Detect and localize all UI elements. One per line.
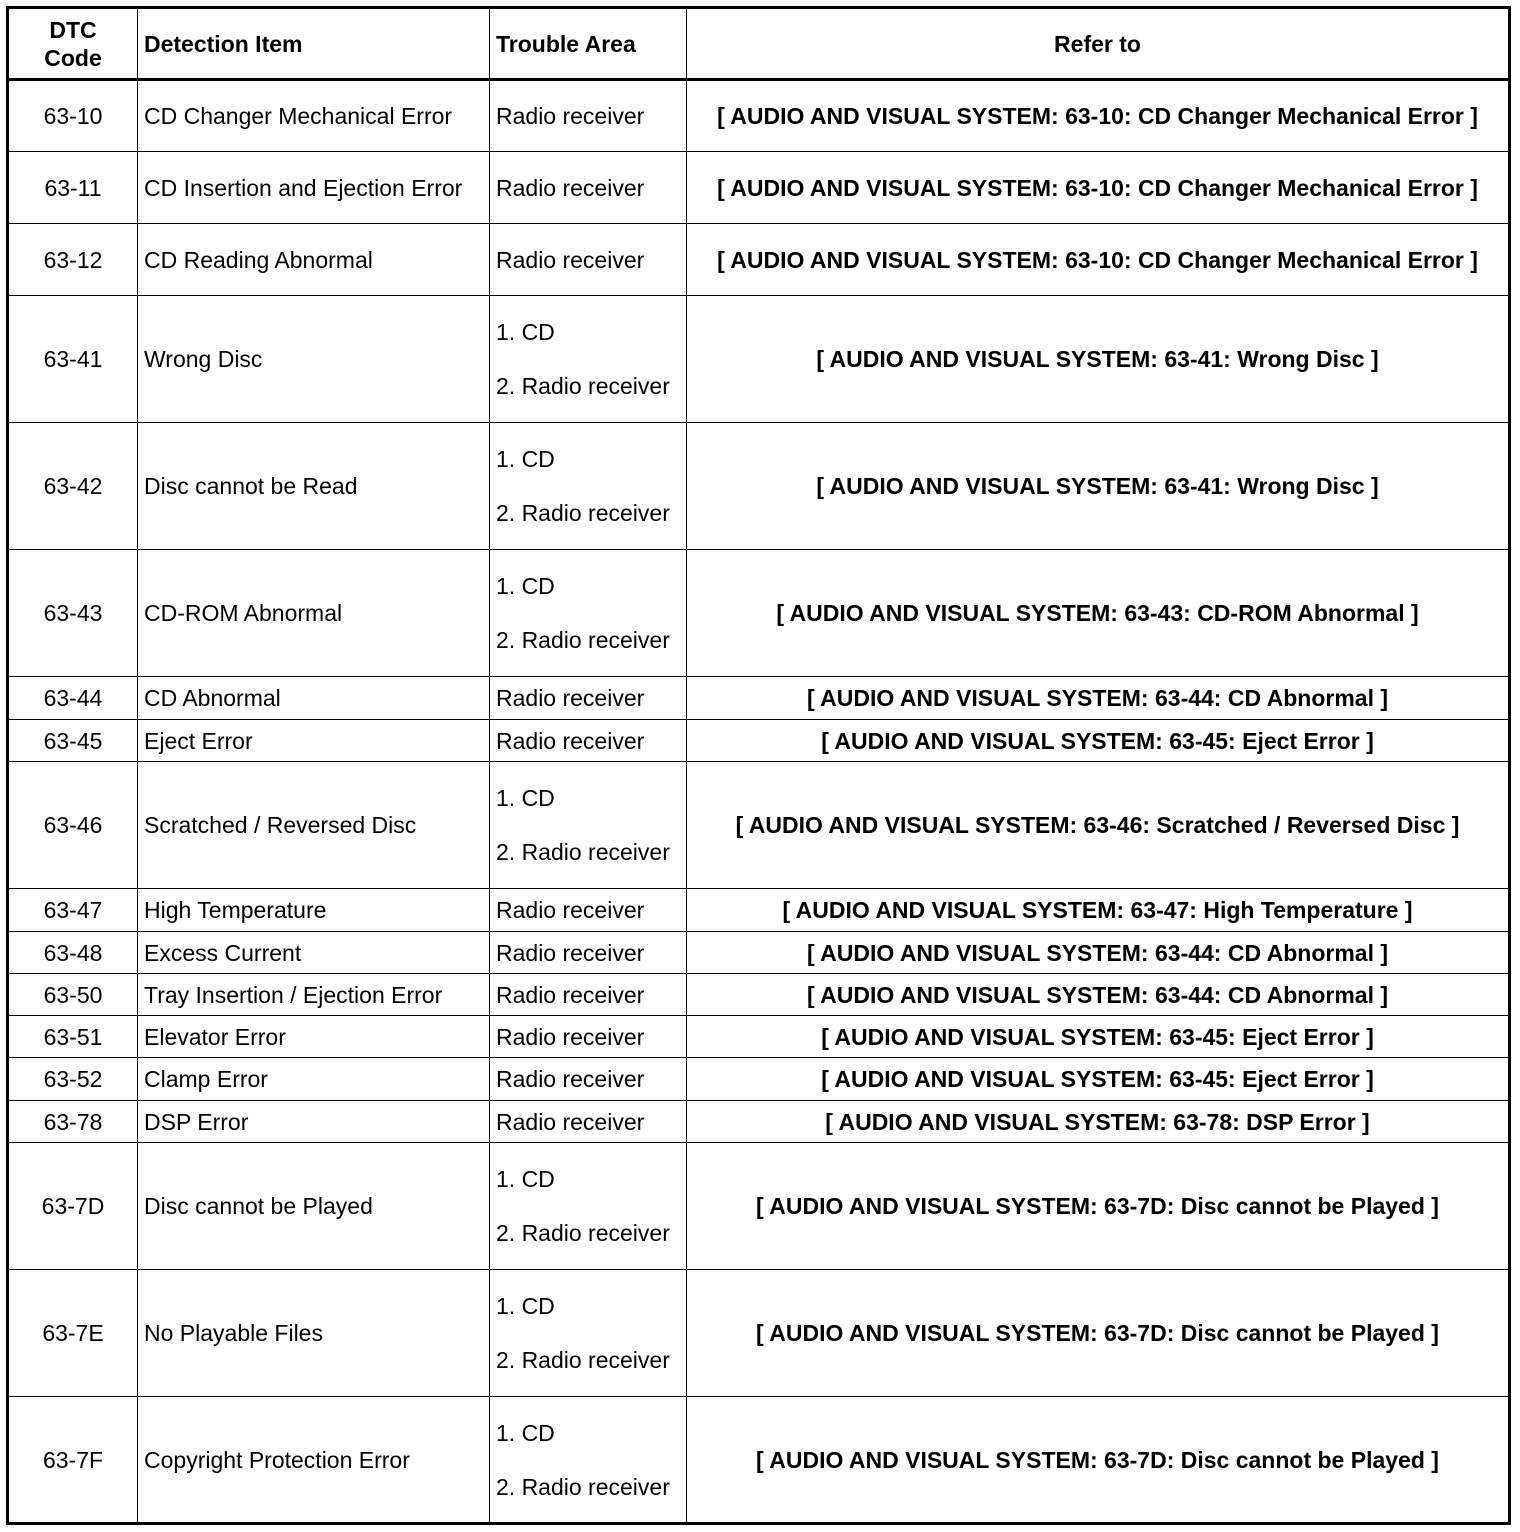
refer-to-link[interactable]: [ AUDIO AND VISUAL SYSTEM: 63-7D: Disc cannot be Played ] (687, 1143, 1510, 1270)
trouble-area-line: 2. Radio receiver (496, 500, 670, 526)
detection-item-cell: Disc cannot be Played (138, 1143, 490, 1270)
trouble-area-line: 2. Radio receiver (496, 373, 670, 399)
detection-item-cell: Clamp Error (138, 1058, 490, 1101)
dtc-code-cell: 63-51 (8, 1016, 138, 1058)
dtc-code-cell: 63-44 (8, 677, 138, 720)
refer-to-link[interactable]: [ AUDIO AND VISUAL SYSTEM: 63-45: Eject Error ] (687, 1016, 1510, 1058)
refer-to-link[interactable]: [ AUDIO AND VISUAL SYSTEM: 63-43: CD-ROM Abnormal ] (687, 550, 1510, 677)
dtc-code-cell: 63-42 (8, 423, 138, 550)
dtc-code-cell: 63-7F (8, 1397, 138, 1524)
detection-item-cell: No Playable Files (138, 1270, 490, 1397)
table-row (8, 1058, 1510, 1101)
trouble-area-line: 2. Radio receiver (496, 1220, 670, 1246)
trouble-area-cell (490, 1143, 687, 1270)
refer-to-link[interactable]: [ AUDIO AND VISUAL SYSTEM: 63-46: Scratched / Reversed Disc ] (687, 762, 1510, 889)
trouble-area-cell (490, 1397, 687, 1524)
dtc-table (6, 6, 1511, 1525)
trouble-area-line: Radio receiver (496, 1066, 645, 1092)
refer-to-link[interactable]: [ AUDIO AND VISUAL SYSTEM: 63-10: CD Changer Mechanical Error ] (687, 152, 1510, 224)
trouble-area-line: 1. CD (496, 1166, 555, 1192)
trouble-area-cell (490, 550, 687, 677)
refer-to-link[interactable]: [ AUDIO AND VISUAL SYSTEM: 63-78: DSP Error ] (687, 1101, 1510, 1143)
dtc-code-cell: 63-47 (8, 889, 138, 932)
trouble-area-line: Radio receiver (496, 246, 645, 273)
detection-item-cell: CD-ROM Abnormal (138, 550, 490, 677)
trouble-area-cell (490, 974, 687, 1016)
trouble-area-line: 1. CD (496, 573, 555, 599)
table-row (8, 1270, 1510, 1397)
trouble-area-line: 2. Radio receiver (496, 1473, 670, 1500)
detection-item-cell: Copyright Protection Error (138, 1397, 490, 1524)
trouble-area-cell (490, 152, 687, 224)
detection-item-cell: DSP Error (138, 1101, 490, 1143)
trouble-area-cell (490, 762, 687, 889)
trouble-area-line: 1. CD (496, 785, 555, 811)
trouble-area-line: 2. Radio receiver (496, 627, 670, 653)
refer-to-link[interactable]: [ AUDIO AND VISUAL SYSTEM: 63-44: CD Abnormal ] (687, 932, 1510, 974)
refer-to-link[interactable]: [ AUDIO AND VISUAL SYSTEM: 63-41: Wrong Disc ] (687, 296, 1510, 423)
trouble-area-cell (490, 720, 687, 762)
trouble-area-line: Radio receiver (496, 981, 645, 1008)
table-row (8, 152, 1510, 224)
refer-to-link[interactable]: [ AUDIO AND VISUAL SYSTEM: 63-41: Wrong Disc ] (687, 423, 1510, 550)
dtc-code-cell: 63-11 (8, 152, 138, 224)
dtc-code-cell: 63-48 (8, 932, 138, 974)
table-row (8, 1016, 1510, 1058)
trouble-area-cell (490, 224, 687, 296)
trouble-area-cell (490, 423, 687, 550)
dtc-code-cell: 63-7E (8, 1270, 138, 1397)
header-refer-to: Refer to (687, 8, 1510, 80)
refer-to-link[interactable]: [ AUDIO AND VISUAL SYSTEM: 63-44: CD Abnormal ] (687, 677, 1510, 720)
trouble-area-cell (490, 296, 687, 423)
trouble-area-cell (490, 1016, 687, 1058)
trouble-area-line: Radio receiver (496, 727, 645, 754)
dtc-code-cell: 63-52 (8, 1058, 138, 1101)
table-row (8, 1397, 1510, 1524)
dtc-code-cell: 63-12 (8, 224, 138, 296)
detection-item-cell: Excess Current (138, 932, 490, 974)
dtc-code-cell: 63-78 (8, 1101, 138, 1143)
table-row (8, 80, 1510, 152)
detection-item-cell: Disc cannot be Read (138, 423, 490, 550)
header-code-label: Code (44, 44, 102, 71)
trouble-area-line: Radio receiver (496, 897, 645, 923)
table-header-row (8, 8, 1510, 80)
trouble-area-cell (490, 889, 687, 932)
trouble-area-line: Radio receiver (496, 685, 645, 711)
refer-to-link[interactable]: [ AUDIO AND VISUAL SYSTEM: 63-45: Eject Error ] (687, 1058, 1510, 1101)
dtc-code-cell: 63-43 (8, 550, 138, 677)
trouble-area-line: Radio receiver (496, 174, 645, 201)
detection-item-cell: CD Abnormal (138, 677, 490, 720)
table-row (8, 550, 1510, 677)
detection-item-cell: CD Changer Mechanical Error (138, 80, 490, 152)
dtc-code-cell: 63-10 (8, 80, 138, 152)
table-row (8, 1143, 1510, 1270)
refer-to-link[interactable]: [ AUDIO AND VISUAL SYSTEM: 63-7D: Disc cannot be Played ] (687, 1270, 1510, 1397)
table-row (8, 974, 1510, 1016)
trouble-area-line: Radio receiver (496, 939, 645, 966)
trouble-area-line: Radio receiver (496, 103, 645, 129)
table-row (8, 720, 1510, 762)
detection-item-cell: Elevator Error (138, 1016, 490, 1058)
trouble-area-cell (490, 1058, 687, 1101)
trouble-area-cell (490, 1101, 687, 1143)
table-row (8, 889, 1510, 932)
trouble-area-cell (490, 677, 687, 720)
refer-to-link[interactable]: [ AUDIO AND VISUAL SYSTEM: 63-7D: Disc cannot be Played ] (687, 1397, 1510, 1524)
trouble-area-line: 2. Radio receiver (496, 839, 670, 865)
detection-item-cell: CD Insertion and Ejection Error (138, 152, 490, 224)
table-row (8, 1101, 1510, 1143)
detection-item-cell: Tray Insertion / Ejection Error (138, 974, 490, 1016)
detection-item-cell: High Temperature (138, 889, 490, 932)
dtc-code-cell: 63-7D (8, 1143, 138, 1270)
table-row (8, 423, 1510, 550)
refer-to-link[interactable]: [ AUDIO AND VISUAL SYSTEM: 63-10: CD Changer Mechanical Error ] (687, 80, 1510, 152)
refer-to-link[interactable]: [ AUDIO AND VISUAL SYSTEM: 63-47: High Temperature ] (687, 889, 1510, 932)
refer-to-link[interactable]: [ AUDIO AND VISUAL SYSTEM: 63-45: Eject Error ] (687, 720, 1510, 762)
dtc-code-cell: 63-41 (8, 296, 138, 423)
trouble-area-cell (490, 932, 687, 974)
detection-item-cell: CD Reading Abnormal (138, 224, 490, 296)
detection-item-cell: Wrong Disc (138, 296, 490, 423)
table-row (8, 296, 1510, 423)
header-dtc-label: DTC (49, 16, 97, 43)
dtc-code-cell: 63-46 (8, 762, 138, 889)
detection-item-cell: Eject Error (138, 720, 490, 762)
dtc-code-cell: 63-50 (8, 974, 138, 1016)
trouble-area-line: Radio receiver (496, 1023, 645, 1050)
table-row (8, 677, 1510, 720)
trouble-area-line: 2. Radio receiver (496, 1347, 670, 1373)
trouble-area-line: 1. CD (496, 319, 555, 345)
detection-item-cell: Scratched / Reversed Disc (138, 762, 490, 889)
table-row (8, 762, 1510, 889)
trouble-area-line: Radio receiver (496, 1108, 645, 1135)
table-row (8, 932, 1510, 974)
table-row (8, 224, 1510, 296)
table-body (8, 80, 1510, 1524)
trouble-area-cell (490, 1270, 687, 1397)
refer-to-link[interactable]: [ AUDIO AND VISUAL SYSTEM: 63-10: CD Changer Mechanical Error ] (687, 224, 1510, 296)
header-detection-item: Detection Item (138, 8, 490, 80)
header-dtc-code (8, 8, 138, 80)
trouble-area-line: 1. CD (496, 446, 555, 472)
trouble-area-line: 1. CD (496, 1419, 555, 1446)
refer-to-link[interactable]: [ AUDIO AND VISUAL SYSTEM: 63-44: CD Abnormal ] (687, 974, 1510, 1016)
dtc-code-cell: 63-45 (8, 720, 138, 762)
header-trouble-area: Trouble Area (490, 8, 687, 80)
trouble-area-line: 1. CD (496, 1293, 555, 1319)
trouble-area-cell (490, 80, 687, 152)
